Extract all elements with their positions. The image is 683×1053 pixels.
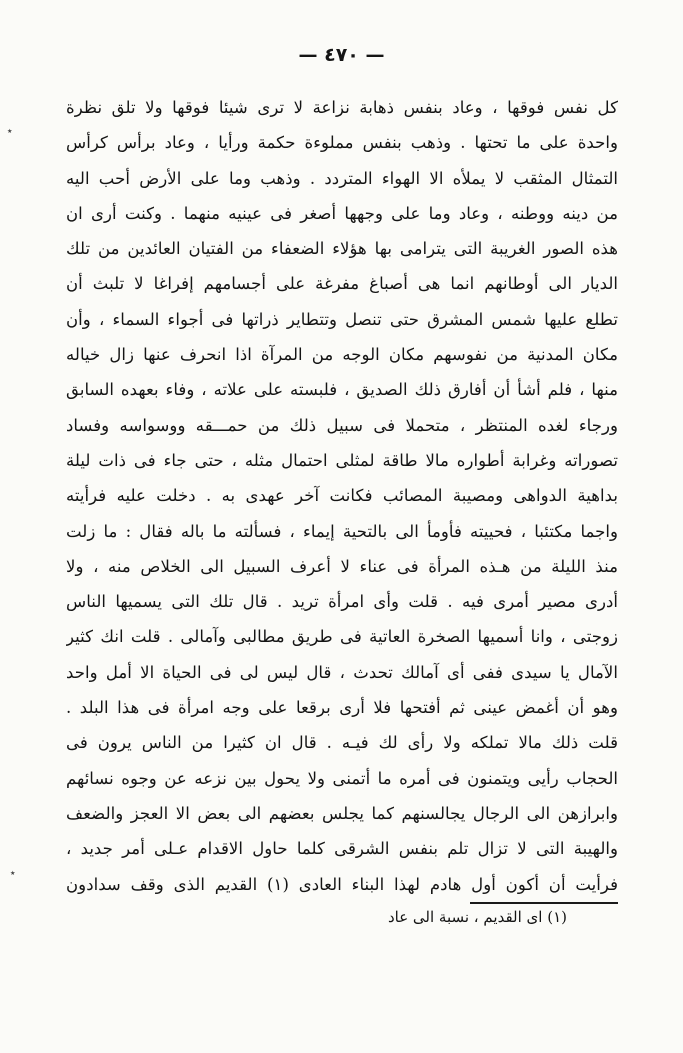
text-line: منها ، فلم أشأ أن أفارق ذلك الصديق ، فلبسته على علاته ، وفاء بعهده السابق <box>66 380 618 400</box>
margin-mark: ٭ <box>7 126 13 137</box>
text-line: وهو أن أغمض عينى ثم أفتحها فلا أرى برقعا على وجه امرأة فى هذا البلد . <box>66 698 618 718</box>
text-line: كل نفس فوقها ، وعاد بنفس ذهابة نزاعة لا ترى شيئا فوقها ولا تلق نظرة <box>66 98 618 117</box>
text-line: تصوراته وغرابة أطواره مالا طاقة لمثلى احتمال مثله ، حتى جاء فى ذات ليلة <box>66 450 618 470</box>
text-line: مكان المدنية من نفوسهم مكان الوجه من المرآة اذا انحرف عنها زال خياله <box>66 345 618 365</box>
text-line: الديار الى أوطانهم انما هى أصباغ مفرغة على أجسامهم إفراغا لا تلبث أن <box>66 274 618 294</box>
text-line: وابرازهن الى الرجال يجالسنهم كما يجلس بعضهم الى بعض الا العجز والضعف <box>66 803 618 823</box>
text-line: واحدة على ما تحتها . وذهب بنفس مملوءة حكمة ورأيا ، وعاد برأس كرأس <box>66 133 618 153</box>
body-text <box>66 90 618 902</box>
text-line: واجما مكتئبا ، فحييته فأومأ الى بالتحية إيماء ، فسألته ما باله فقال : ما زلت <box>66 521 618 541</box>
text-line: الحجاب رأيى ويتمنون فى أمره ما أتمنى ولا يحول بين نزعه عن وجوه نسائهم <box>66 768 618 788</box>
page-number: — ٤٧٠ — <box>298 44 385 66</box>
text-line: تطلع عليها شمس المشرق حتى تنصل وتتطاير ذراتها فى أجواء السماء ، وأن <box>66 309 618 329</box>
text-line: ورجاء لغده المنتظر ، متحملا فى سبيل ذلك من حمـــقه ووسواسه وفساد <box>66 415 618 435</box>
text-line: أدرى مصير أمرى فيه . قلت وأى امرأة تريد . قال تلك التى يسميها الناس <box>66 592 618 612</box>
text-line: هذه الصور الغريبة التى يترامى بها هؤلاء الضعفاء من الفتيان العائدين من تلك <box>66 239 618 259</box>
text-line: من دينه ووطنه ، وعاد وما على وجهها أصغر فى عينيه منهما . وكنت أرى ان <box>66 203 618 223</box>
text-line: والهيبة التى لا تزال تلم بنفس الشرقى كلما حاول الاقدام عـلى أمر جديد ، <box>66 839 618 859</box>
text-line: الآمال يا سيدى ففى أى آمالك تحدث ، قال ليس لى فى الحياة الا أمل واحد <box>66 662 618 682</box>
footnote: (١) اى القديم ، نسبة الى عاد <box>387 908 567 926</box>
text-line: زوجتى ، وانا أسميها الصخرة العاتية فى طريق مطالبى وآمالى . قلت انك كثير <box>66 627 618 647</box>
footnote-divider <box>470 902 618 904</box>
text-line: فرأيت أن أكون أول هادم لهذا البناء العادى (١) القديم الذى وقف سدادون <box>66 874 618 894</box>
margin-mark: ٭ <box>10 868 16 879</box>
text-line: قلت ذلك مالا تملكه ولا رأى لك فيـه . قال ان كثيرا من الناس يرون فى <box>66 733 618 753</box>
text-line: منذ الليلة من هـذه المرأة فى عناء لا أعرف السبيل الى الخلاص منه ، ولا <box>66 556 618 576</box>
text-line: التمثال المثقب لا يملأه الا الهواء المتردد . وذهب وما على الأرض أحب اليه <box>66 168 618 188</box>
text-line: بداهية الدواهى ومصيبة المصائب فكانت آخر عهدى به . دخلت عليه فرأيته <box>66 486 618 506</box>
